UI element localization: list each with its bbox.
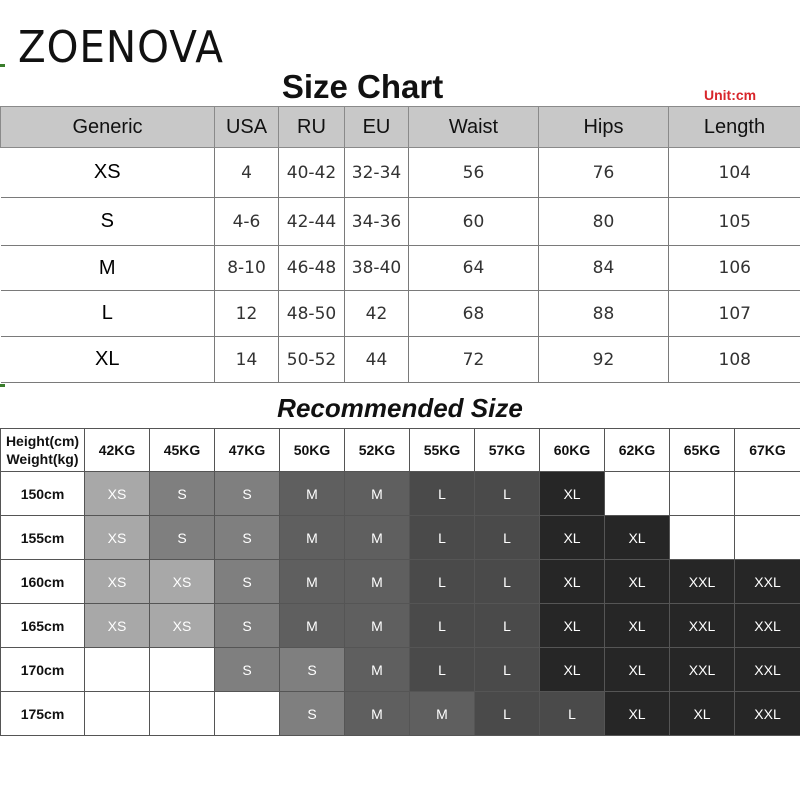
- size-value-cell: 32-34: [345, 148, 409, 198]
- size-value-cell: 107: [669, 291, 800, 337]
- recommended-size-cell: XXL: [735, 604, 800, 648]
- recommended-size-cell: M: [280, 516, 345, 560]
- recommended-size-cell: L: [475, 560, 540, 604]
- size-value-cell: 48-50: [279, 291, 345, 337]
- weight-header-cell: 62KG: [605, 429, 670, 472]
- recommended-size-cell: XL: [605, 604, 670, 648]
- recommended-size-cell: M: [345, 604, 410, 648]
- size-value-cell: 105: [669, 198, 800, 246]
- recommended-row: [1, 560, 800, 604]
- size-chart-header-cell: EU: [345, 107, 409, 148]
- recommended-size-cell: [605, 472, 670, 516]
- size-chart-table: [0, 106, 800, 383]
- recommended-size-cell: [150, 692, 215, 736]
- recommended-size-cell: XL: [605, 648, 670, 692]
- recommended-size-cell: XXL: [670, 560, 735, 604]
- recommended-size-cell: XL: [605, 560, 670, 604]
- size-chart-header-cell: Hips: [539, 107, 669, 148]
- recommended-size-cell: XL: [605, 516, 670, 560]
- size-value-cell: 50-52: [279, 337, 345, 383]
- recommended-size-cell: [670, 472, 735, 516]
- size-value-cell: 44: [345, 337, 409, 383]
- recommended-size-table: [0, 428, 800, 736]
- recommended-size-cell: L: [475, 692, 540, 736]
- recommended-size-cell: L: [475, 648, 540, 692]
- recommended-row: [1, 692, 800, 736]
- height-label-cell: 175cm: [1, 692, 85, 736]
- weight-header-cell: 67KG: [735, 429, 800, 472]
- weight-header-cell: 60KG: [540, 429, 605, 472]
- size-value-cell: 42-44: [279, 198, 345, 246]
- recommended-size-cell: XS: [85, 560, 150, 604]
- recommended-size-cell: [670, 516, 735, 560]
- size-value-cell: 38-40: [345, 246, 409, 291]
- recommended-size-cell: XS: [85, 516, 150, 560]
- recommended-size-cell: M: [345, 472, 410, 516]
- size-chart-row: [1, 198, 800, 246]
- recommended-size-cell: L: [410, 604, 475, 648]
- size-chart-header-row: [1, 107, 800, 148]
- recommended-size-cell: [735, 516, 800, 560]
- size-value-cell: 68: [409, 291, 539, 337]
- recommended-size-cell: XL: [540, 516, 605, 560]
- size-value-cell: 34-36: [345, 198, 409, 246]
- size-label-cell: L: [1, 291, 215, 337]
- recommended-row: [1, 604, 800, 648]
- recommended-size-cell: S: [215, 604, 280, 648]
- recommended-size-cell: S: [280, 648, 345, 692]
- size-value-cell: 88: [539, 291, 669, 337]
- recommended-size-cell: L: [410, 648, 475, 692]
- weight-header-cell: 55KG: [410, 429, 475, 472]
- recommended-size-cell: XL: [540, 604, 605, 648]
- recommended-row: [1, 472, 800, 516]
- size-chart-row: [1, 337, 800, 383]
- recommended-size-cell: [150, 648, 215, 692]
- recommended-size-cell: M: [345, 560, 410, 604]
- size-value-cell: 80: [539, 198, 669, 246]
- recommended-size-cell: XL: [540, 472, 605, 516]
- height-label-cell: 155cm: [1, 516, 85, 560]
- size-chart-row: [1, 148, 800, 198]
- size-value-cell: 84: [539, 246, 669, 291]
- size-value-cell: 40-42: [279, 148, 345, 198]
- unit-label: Unit:cm: [704, 87, 757, 103]
- height-label-cell: 150cm: [1, 472, 85, 516]
- recommended-size-cell: [85, 692, 150, 736]
- recommended-size-cell: M: [280, 604, 345, 648]
- size-label-cell: XS: [1, 148, 215, 198]
- size-value-cell: 46-48: [279, 246, 345, 291]
- green-marker: [0, 64, 5, 67]
- weight-header-cell: 47KG: [215, 429, 280, 472]
- recommended-size-cell: S: [280, 692, 345, 736]
- recommended-title: Recommended Size: [277, 393, 523, 423]
- height-label-cell: 160cm: [1, 560, 85, 604]
- size-value-cell: 92: [539, 337, 669, 383]
- size-chart-row: [1, 291, 800, 337]
- recommended-size-cell: M: [280, 472, 345, 516]
- size-value-cell: 106: [669, 246, 800, 291]
- brand-logo: ZOENOVA: [18, 22, 224, 73]
- recommended-size-cell: L: [475, 604, 540, 648]
- weight-header-cell: 45KG: [150, 429, 215, 472]
- size-value-cell: 14: [215, 337, 279, 383]
- size-value-cell: 76: [539, 148, 669, 198]
- height-label-cell: 165cm: [1, 604, 85, 648]
- height-weight-corner-cell: [1, 429, 85, 472]
- size-value-cell: 64: [409, 246, 539, 291]
- size-label-cell: XL: [1, 337, 215, 383]
- size-value-cell: 60: [409, 198, 539, 246]
- recommended-size-cell: XL: [605, 692, 670, 736]
- recommended-size-cell: M: [345, 648, 410, 692]
- size-chart-row: [1, 246, 800, 291]
- recommended-size-cell: XXL: [670, 648, 735, 692]
- weight-header-cell: 50KG: [280, 429, 345, 472]
- height-label-cell: 170cm: [1, 648, 85, 692]
- size-label-cell: S: [1, 198, 215, 246]
- recommended-size-cell: XXL: [735, 648, 800, 692]
- recommended-size-cell: [85, 648, 150, 692]
- weight-header-cell: 65KG: [670, 429, 735, 472]
- size-chart-header-cell: Length: [669, 107, 800, 148]
- recommended-size-cell: XL: [540, 648, 605, 692]
- weight-header-cell: 42KG: [85, 429, 150, 472]
- weight-header-row: [1, 429, 800, 472]
- size-value-cell: 8-10: [215, 246, 279, 291]
- recommended-size-cell: L: [475, 516, 540, 560]
- recommended-size-cell: XXL: [735, 560, 800, 604]
- size-value-cell: 12: [215, 291, 279, 337]
- recommended-size-cell: XXL: [670, 604, 735, 648]
- corner-height-label: Height(cm): [5, 433, 80, 449]
- recommended-size-cell: XS: [85, 472, 150, 516]
- weight-header-cell: 52KG: [345, 429, 410, 472]
- recommended-size-cell: [215, 692, 280, 736]
- corner-weight-label: Weight(kg): [6, 451, 79, 467]
- recommended-size-cell: S: [150, 472, 215, 516]
- size-value-cell: 56: [409, 148, 539, 198]
- recommended-size-cell: L: [410, 516, 475, 560]
- page-title: Size Chart: [281, 68, 444, 105]
- recommended-size-cell: S: [215, 516, 280, 560]
- recommended-size-cell: M: [280, 560, 345, 604]
- size-chart-header-cell: RU: [279, 107, 345, 148]
- recommended-size-cell: S: [215, 648, 280, 692]
- size-label-cell: M: [1, 246, 215, 291]
- recommended-size-cell: XS: [150, 560, 215, 604]
- recommended-size-cell: XXL: [735, 692, 800, 736]
- recommended-size-cell: L: [410, 560, 475, 604]
- recommended-size-cell: L: [410, 472, 475, 516]
- recommended-size-cell: L: [540, 692, 605, 736]
- size-chart-header-cell: Generic: [1, 107, 215, 148]
- recommended-size-cell: S: [150, 516, 215, 560]
- recommended-size-cell: XL: [540, 560, 605, 604]
- recommended-size-cell: S: [215, 560, 280, 604]
- size-value-cell: 72: [409, 337, 539, 383]
- recommended-size-cell: XL: [670, 692, 735, 736]
- recommended-size-cell: M: [345, 516, 410, 560]
- size-value-cell: 4-6: [215, 198, 279, 246]
- green-marker: [0, 384, 5, 387]
- recommended-size-cell: [735, 472, 800, 516]
- size-value-cell: 108: [669, 337, 800, 383]
- weight-header-cell: 57KG: [475, 429, 540, 472]
- recommended-size-cell: S: [215, 472, 280, 516]
- recommended-size-cell: L: [475, 472, 540, 516]
- recommended-row: [1, 516, 800, 560]
- recommended-size-cell: M: [345, 692, 410, 736]
- recommended-size-cell: M: [410, 692, 475, 736]
- size-value-cell: 4: [215, 148, 279, 198]
- recommended-row: [1, 648, 800, 692]
- recommended-size-cell: XS: [85, 604, 150, 648]
- recommended-size-cell: XS: [150, 604, 215, 648]
- size-value-cell: 104: [669, 148, 800, 198]
- size-chart-header-cell: Waist: [409, 107, 539, 148]
- size-value-cell: 42: [345, 291, 409, 337]
- size-chart-header-cell: USA: [215, 107, 279, 148]
